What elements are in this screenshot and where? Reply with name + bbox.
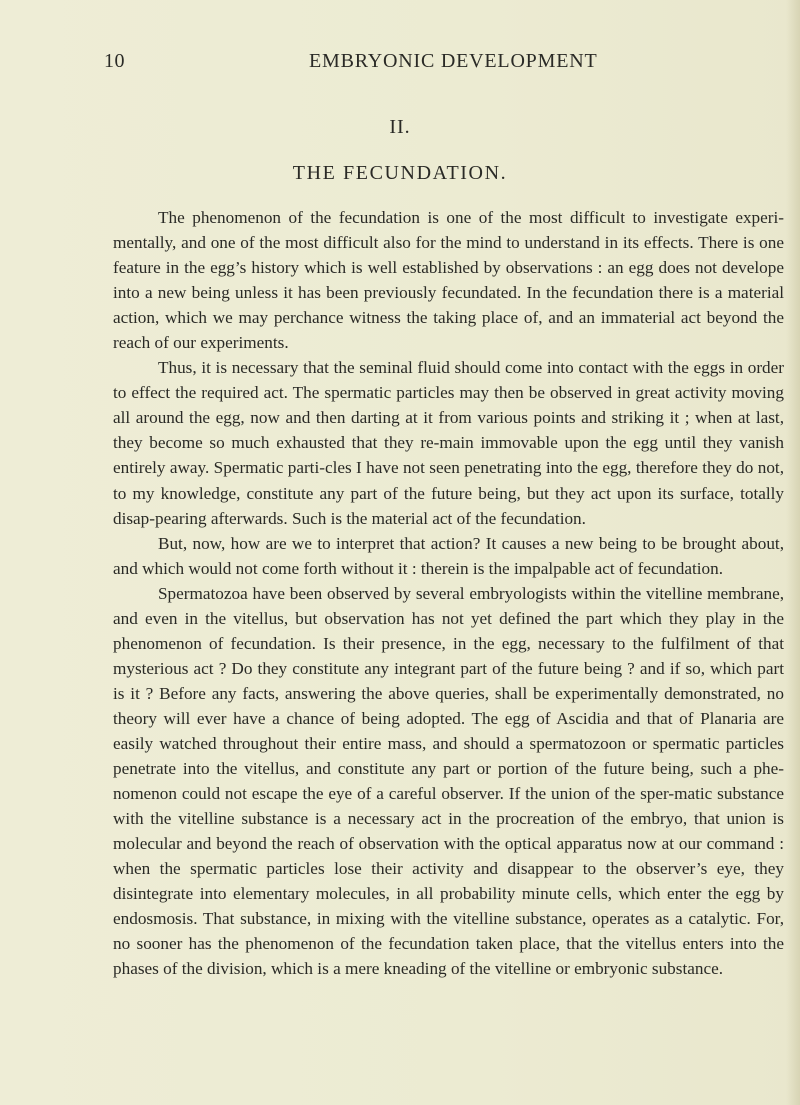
- running-title: EMBRYONIC DEVELOPMENT: [309, 50, 598, 72]
- running-head: [104, 50, 764, 76]
- paragraph: Spermatozoa have been observed by several embryologists within the vitelline membrane, and even in the vitellus, but observation has not yet defined the part which they play in the phenomenon of fecundation. Is their presence, in the egg, necessary to the fulfilment of that mysterious act ? Do they constitute any integrant part of the future being ? and if so, which part is it ? Before any facts, answering the above queries, shall be experimentally demonstrated, no theory will ever have a chance of being adopted. The egg of Ascidia and that of Planaria are easily watched throughout their entire mass, and should a spermatozoon or spermatic particles penetrate into the vitellus, and constitute any part or portion of the future being, such a phe-nomenon could not escape the eye of a careful observer. If the union of the sper-matic substance with the vitelline substance is a necessary act in the procreation of the embryo, that union is molecular and beyond the reach of observation with the optical apparatus now at our command : when the spermatic particles lose their activity and disappear to the observer’s eye, they disintegrate into elementary molecules, in all probability minute cells, which enter the egg by endosmosis. That substance, in mixing with the vitelline substance, operates as a catalytic. For, no sooner has the phenomenon of the fecundation taken place, that the vitellus enters into the phases of the division, which is a mere kneading of the vitelline or embryonic substance.: [113, 583, 784, 979]
- page-number: 10: [104, 50, 125, 72]
- paragraph: Thus, it is necessary that the seminal fluid should come into contact with the eggs in order to effect the required act. The spermatic particles may then be observed in great activity moving all around the egg, now and then darting at it from various points and striking it ; when at last, they become so much exhausted that they re-main immovable upon the egg until they vanish entirely away. Spermatic parti-cles I have not seen penetrating into the egg, therefore they do not, to my knowledge, constitute any part of the future being, but they act upon its surface, totally disap-pearing afterwards. Such is the material act of the fecundation.: [113, 358, 784, 528]
- section-title: THE FECUNDATION.: [292, 162, 508, 184]
- paragraph: The phenomenon of the fecundation is one of the most difficult to investigate experi-mentally, and one of the most difficult also for the mind to understand in its effects. There is one feature in the egg’s history which is well established by observations : an egg does not develope into a new being unless it has been previously fecundated. In the fecundation there is a material action, which we may perchance witness the taking place of, and an immaterial act beyond the reach of our experiments.: [113, 208, 784, 353]
- body-text: [113, 205, 784, 981]
- section-number: II.: [389, 116, 411, 138]
- paragraph: But, now, how are we to interpret that action? It causes a new being to be brought about, and which would not come forth without it : therein is the impalpable act of fecundation.: [113, 533, 784, 578]
